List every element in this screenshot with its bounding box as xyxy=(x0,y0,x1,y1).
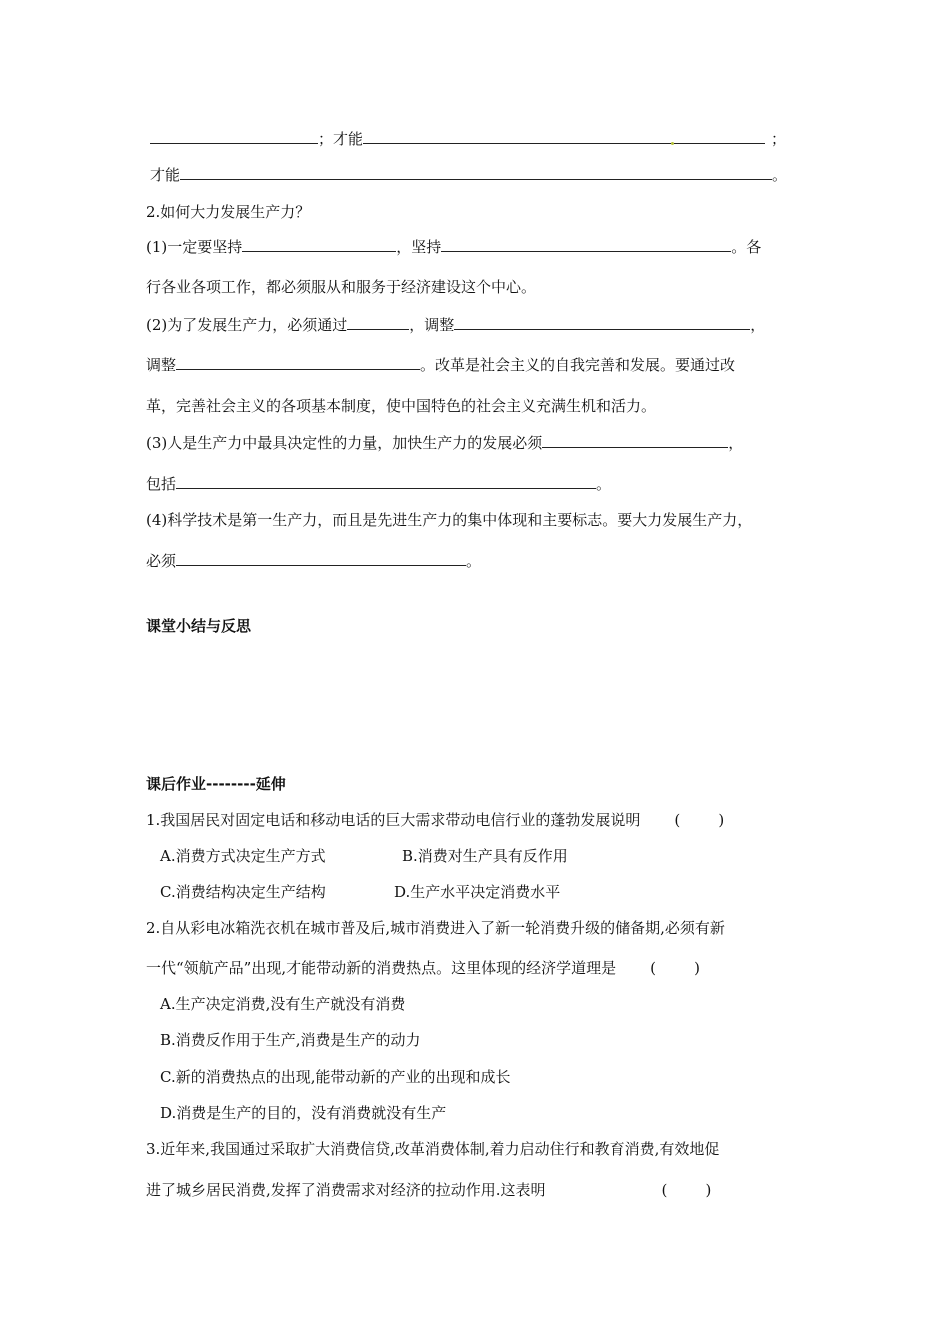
answer-blank[interactable] xyxy=(176,354,420,370)
prompt-text: 才能 xyxy=(150,166,181,184)
answer-blank[interactable] xyxy=(242,236,396,252)
hw-q1-stem xyxy=(146,810,724,830)
q2-item-4: (4)科学技术是第一生产力，而且是先进生产力的集中体现和主要标志。要大力发展生产力， xyxy=(146,511,753,529)
q2-item-1 xyxy=(146,236,761,257)
separator: ； xyxy=(771,130,787,148)
separator: 。 xyxy=(772,166,788,184)
item-text: (2)为了发展生产力，必须通过 xyxy=(146,316,348,334)
item-text: ，坚持 xyxy=(396,238,442,256)
q2-item-1-cont: 行各业各项工作，都必须服从和服务于经济建设这个中心。 xyxy=(146,278,537,296)
item-text: (3)人是生产力中最具决定性的力量，加快生产力的发展必须 xyxy=(146,434,543,452)
answer-blank[interactable] xyxy=(150,128,318,144)
q2-item-3-line2 xyxy=(146,473,611,494)
hw-q2-stem-1: 2.自从彩电冰箱洗衣机在城市普及后,城市消费进入了新一轮消费升级的储备期,必须有新 xyxy=(146,919,725,937)
hw-q1-option-a[interactable]: A.消费方式决定生产方式 xyxy=(160,847,326,865)
item-text: 。各 xyxy=(731,238,762,256)
item-text: ，调整 xyxy=(409,316,455,334)
fill-line-1 xyxy=(150,128,786,149)
hw-q1-option-c[interactable]: C.消费结构决定生产结构 xyxy=(160,883,326,901)
answer-blank[interactable] xyxy=(347,314,409,330)
separator: ； xyxy=(318,130,334,148)
question-text: 1.我国居民对固定电话和移动电话的巨大需求带动电信行业的蓬勃发展说明 xyxy=(146,811,641,829)
q2-item-2 xyxy=(146,314,765,335)
item-text: 。 xyxy=(596,475,612,493)
item-text: 。 xyxy=(466,552,482,570)
hw-q2-option-b[interactable]: B.消费反作用于生产,消费是生产的动力 xyxy=(160,1031,421,1049)
prompt-text: 才能 xyxy=(333,130,364,148)
item-text: ， xyxy=(750,316,766,334)
hw-q1-option-b[interactable]: B.消费对生产具有反作用 xyxy=(402,847,568,865)
item-text: ， xyxy=(728,434,744,452)
item-text: 调整 xyxy=(146,356,177,374)
item-text: 必须 xyxy=(146,552,177,570)
q2-item-2-line2 xyxy=(146,354,735,375)
marker-dot xyxy=(671,142,674,145)
answer-paren[interactable]: ( ) xyxy=(650,959,700,977)
item-text: (1)一定要坚持 xyxy=(146,238,243,256)
answer-blank[interactable] xyxy=(441,236,731,252)
hw-q2-stem-2 xyxy=(146,958,700,978)
question-text: 进了城乡居民消费,发挥了消费需求对经济的拉动作用.这表明 xyxy=(146,1181,546,1199)
hw-q3-stem-1: 3.近年来,我国通过采取扩大消费信贷,改革消费体制,着力启动住行和教育消费,有效地促 xyxy=(146,1140,720,1158)
answer-blank[interactable] xyxy=(363,128,765,144)
answer-blank[interactable] xyxy=(176,550,466,566)
answer-blank[interactable] xyxy=(542,432,728,448)
homework-heading: 课后作业--------延伸 xyxy=(146,775,286,793)
q2-item-3 xyxy=(146,432,743,453)
answer-paren[interactable]: ( ) xyxy=(674,811,725,829)
hw-q2-option-d[interactable]: D.消费是生产的目的，没有消费就没有生产 xyxy=(160,1104,447,1122)
answer-blank[interactable] xyxy=(176,473,596,489)
answer-blank[interactable] xyxy=(180,164,772,180)
hw-q1-option-d[interactable]: D.生产水平决定消费水平 xyxy=(394,883,561,901)
q2-item-2-line3: 革，完善社会主义的各项基本制度，使中国特色的社会主义充满生机和活力。 xyxy=(146,397,657,415)
hw-q3-stem-2 xyxy=(146,1180,711,1200)
q2-item-4-line2 xyxy=(146,550,481,571)
answer-paren[interactable]: ( ) xyxy=(661,1181,712,1199)
hw-q2-option-c[interactable]: C.新的消费热点的出现,能带动新的产业的出现和成长 xyxy=(160,1068,511,1086)
summary-heading: 课堂小结与反思 xyxy=(146,617,252,635)
item-text: 。改革是社会主义的自我完善和发展。要通过改 xyxy=(420,356,736,374)
fill-line-2 xyxy=(150,164,787,185)
answer-blank[interactable] xyxy=(454,314,750,330)
question-2-title: 2.如何大力发展生产力？ xyxy=(146,203,311,221)
question-text: 一代“领航产品”出现,才能带动新的消费热点。这里体现的经济学道理是 xyxy=(146,959,617,977)
hw-q2-option-a[interactable]: A.生产决定消费,没有生产就没有消费 xyxy=(160,995,406,1013)
item-text: 包括 xyxy=(146,475,177,493)
